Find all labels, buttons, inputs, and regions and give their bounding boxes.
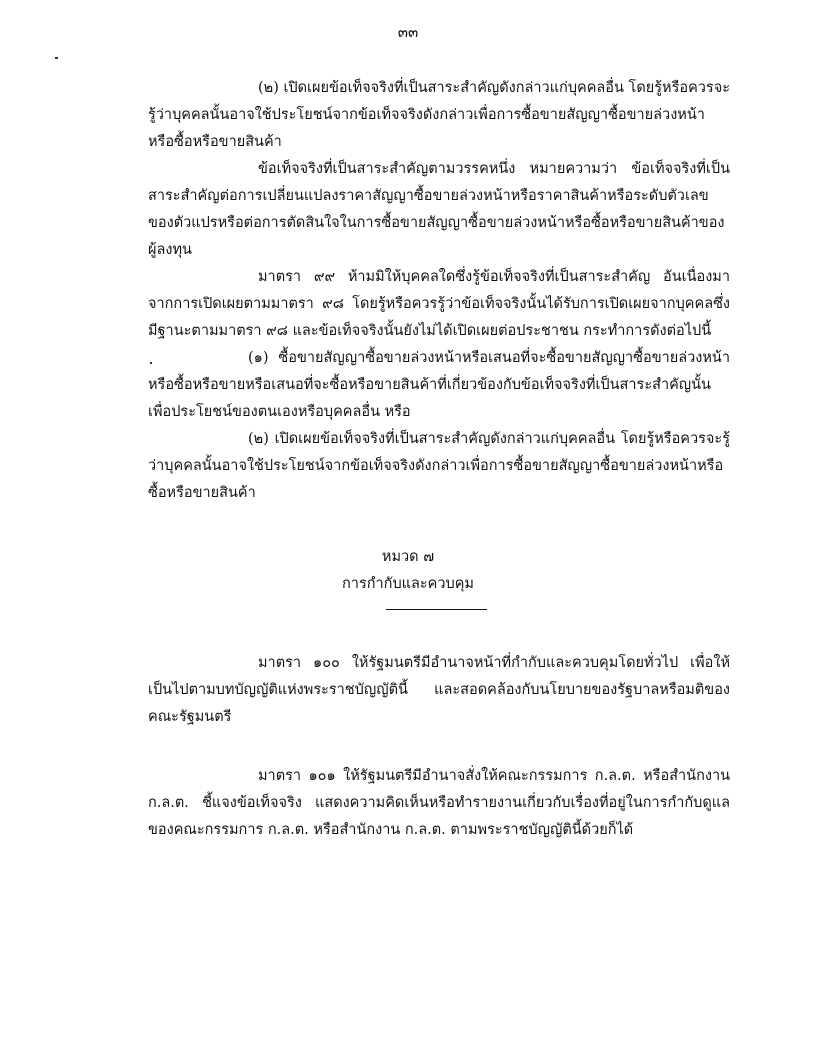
paragraph-text: ข้อเท็จจริงที่เป็นสาระสำคัญตามวรรคหนึ่ง หมายความว่า ข้อเท็จจริงที่เป็นสาระสำคัญต่อการเปลี่ยนแปลงราคาสัญญาซื้อขายล่วงหน้าหรือราคาสินค้าหรือระดับตัวเลขของตัวแปรหรือต่อการตัดสินใจในการซื้อขายสัญญาซื้อขายล่วงหน้าหรือซื้อหรือขายสินค้าของผู้ลงทุน <box>148 161 730 258</box>
paragraph-text: (๒) เปิดเผยข้อเท็จจริงที่เป็นสาระสำคัญดังกล่าวแก่บุคคลอื่น โดยรู้หรือควรจะรู้ว่าบุคคลนั้นอาจใช้ประโยชน์จากข้อเท็จจริงดังกล่าวเพื่อการซื้อขายสัญญาซื้อขายล่วงหน้าหรือซื้อหรือขายสินค้า <box>148 431 730 501</box>
paragraph-text: มาตรา ๙๙ ห้ามมิให้บุคคลใดซึ่งรู้ข้อเท็จจริงที่เป็นสาระสำคัญ อันเนื่องมาจากการเปิดเผยตามมาตรา ๙๘ โดยรู้หรือควรรู้ว่าข้อเท็จจริงนั้นได้รับการเปิดเผยจากบุคคลซึ่งมีฐานะตามมาตรา ๙๘ และข้อเท็จจริงนั้นยังไม่ได้เปิดเผยต่อประชาชน กระทำการดังต่อไปนี้ <box>148 269 730 339</box>
chapter-divider <box>386 609 487 610</box>
paragraph-text: (๒) เปิดเผยข้อเท็จจริงที่เป็นสาระสำคัญดังกล่าวแก่บุคคลอื่น โดยรู้หรือควรจะรู้ว่าบุคคลนั้นอาจใช้ประโยชน์จากข้อเท็จจริงดังกล่าวเพื่อการซื้อขายสัญญาซื้อขายล่วงหน้าหรือซื้อหรือขายสินค้า <box>148 80 730 150</box>
paragraph-text: (๑) ซื้อขายสัญญาซื้อขายล่วงหน้าหรือเสนอที่จะซื้อขายสัญญาซื้อขายล่วงหน้าหรือซื้อหรือขายหรือเสนอที่จะซื้อหรือขายสินค้าที่เกี่ยวข้องกับข้อเท็จจริงที่เป็นสาระสำคัญนั้นเพื่อประโยชน์ของตนเองหรือบุคคลอื่น หรือ <box>148 350 730 420</box>
section-99-item-1 <box>148 345 730 426</box>
chapter-number: หมวด ๗ <box>381 549 435 565</box>
section-101 <box>148 763 730 844</box>
paragraph-text: มาตรา ๑๐๐ ให้รัฐมนตรีมีอำนาจหน้าที่กำกับและควบคุมโดยทั่วไป เพื่อให้เป็นไปตามบทบัญญัติแห่งพระราชบัญญัตินี้ และสอดคล้องกับนโยบายของรัฐบาลหรือมติของคณะรัฐมนตรี <box>148 655 730 725</box>
page-number: ๓๓ <box>397 23 419 41</box>
paragraph-insider-disclosure <box>148 75 730 156</box>
section-99 <box>148 264 730 345</box>
scan-speck <box>55 57 58 59</box>
section-100 <box>148 650 730 731</box>
paragraph-text: มาตรา ๑๐๑ ให้รัฐมนตรีมีอำนาจสั่งให้คณะกรรมการ ก.ล.ต. หรือสำนักงาน ก.ล.ต. ชี้แจงข้อเท็จจริง แสดงความคิดเห็นหรือทำรายงานเกี่ยวกับเรื่องที่อยู่ในการกำกับดูแลของคณะกรรมการ ก.ล.ต. หรือสำนักงาน ก.ล.ต. ตามพระราชบัญญัตินี้ด้วยก็ได้ <box>148 768 730 838</box>
paragraph-material-fact-definition <box>148 156 730 264</box>
section-99-item-2 <box>148 426 730 507</box>
chapter-title: การกำกับและควบคุม <box>342 576 474 592</box>
